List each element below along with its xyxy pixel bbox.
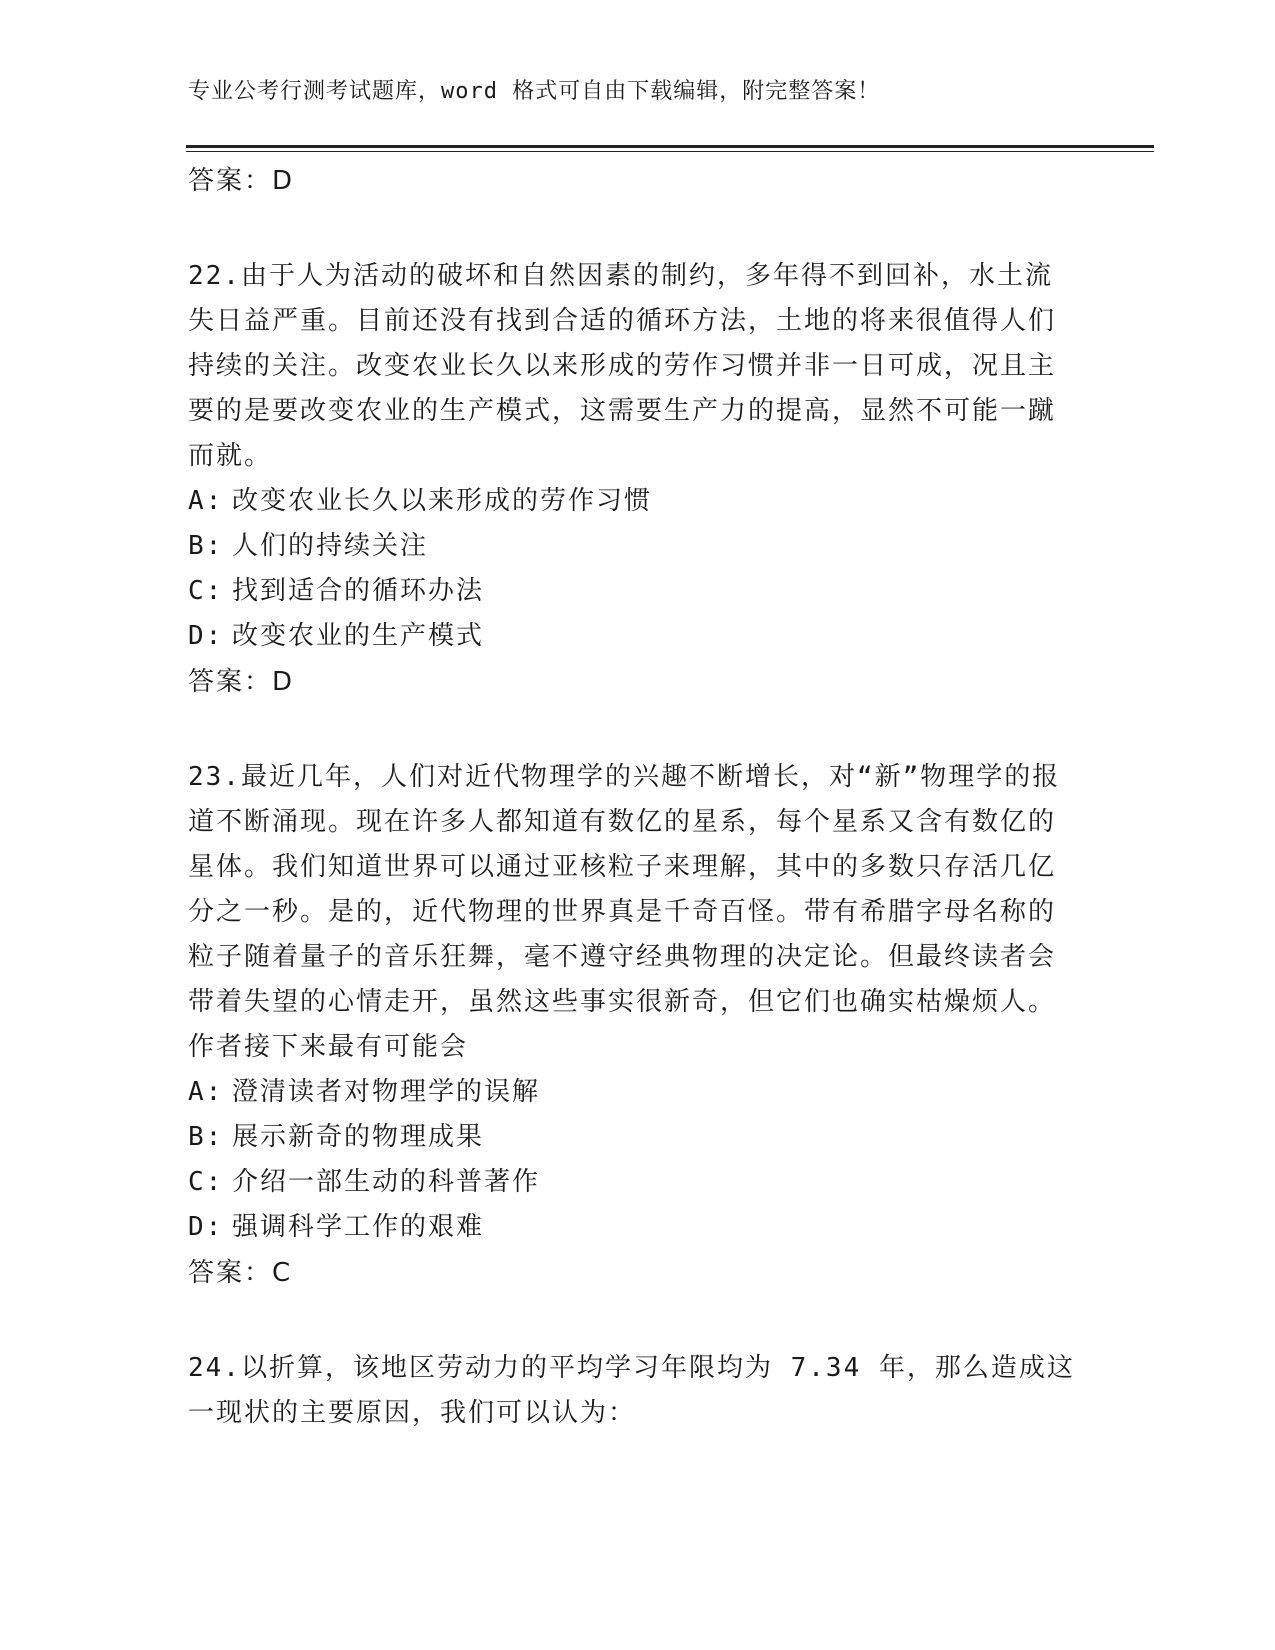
option-text: 澄清读者对物理学的误解 [232,1077,541,1107]
option-a [188,479,1088,524]
option-b [188,1115,1088,1160]
option-key: A: [188,486,224,516]
option-text: 介绍一部生动的科普著作 [232,1167,541,1197]
option-text: 找到适合的循环办法 [232,576,485,606]
option-key: B: [188,531,224,561]
answer-line: 答案：D [188,667,295,697]
document-content [188,158,1088,1436]
question-stem: 24.以折算，该地区劳动力的平均学习年限均为 7.34 年，那么造成这一现状的主要原因，我们可以认为： [188,1353,1075,1428]
option-key: B: [188,1122,224,1152]
question-24 [188,1346,1088,1436]
option-text: 改变农业的生产模式 [232,621,485,651]
option-d [188,1205,1088,1250]
question-22 [188,254,1088,705]
page-header: 专业公考行测考试题库，word 格式可自由下载编辑，附完整答案！ [188,79,881,104]
answer-line: 答案：D [188,166,295,196]
option-text: 人们的持续关注 [232,531,429,561]
option-c [188,1160,1088,1205]
option-text: 展示新奇的物理成果 [232,1122,485,1152]
header-rule-thick [186,145,1154,148]
option-c [188,569,1088,614]
answer-line: 答案：C [188,1258,293,1288]
option-a [188,1070,1088,1115]
header-rule-thin [186,151,1154,152]
option-key: C: [188,1167,224,1197]
question-stem: 23.最近几年，人们对近代物理学的兴趣不断增长，对“新”物理学的报道不断涌现。现在许多人都知道有数亿的星系，每个星系又含有数亿的星体。我们知道世界可以通过亚核粒子来理解，其中的多数只存活几亿分之一秒。是的，近代物理的世界真是千奇百怪。带有希腊字母名称的粒子随着量子的音乐狂舞，毫不遵守经典物理的决定论。但最终读者会带着失望的心情走开，虽然这些事实很新奇，但它们也确实枯燥烦人。作者接下来最有可能会 [188,762,1061,1062]
question-23 [188,755,1088,1296]
option-text: 改变农业长久以来形成的劳作习惯 [232,486,653,516]
option-key: D: [188,621,224,651]
option-b [188,524,1088,569]
option-text: 强调科学工作的艰难 [232,1212,485,1242]
question-stem: 22.由于人为活动的破坏和自然因素的制约，多年得不到回补，水土流失日益严重。目前还没有找到合适的循环方法，土地的将来很值得人们持续的关注。改变农业长久以来形成的劳作习惯并非一日可成，况且主要的是要改变农业的生产模式，这需要生产力的提高，显然不可能一蹴而就。 [188,261,1057,471]
option-key: C: [188,576,224,606]
option-d [188,614,1088,659]
option-key: D: [188,1212,224,1242]
option-key: A: [188,1077,224,1107]
